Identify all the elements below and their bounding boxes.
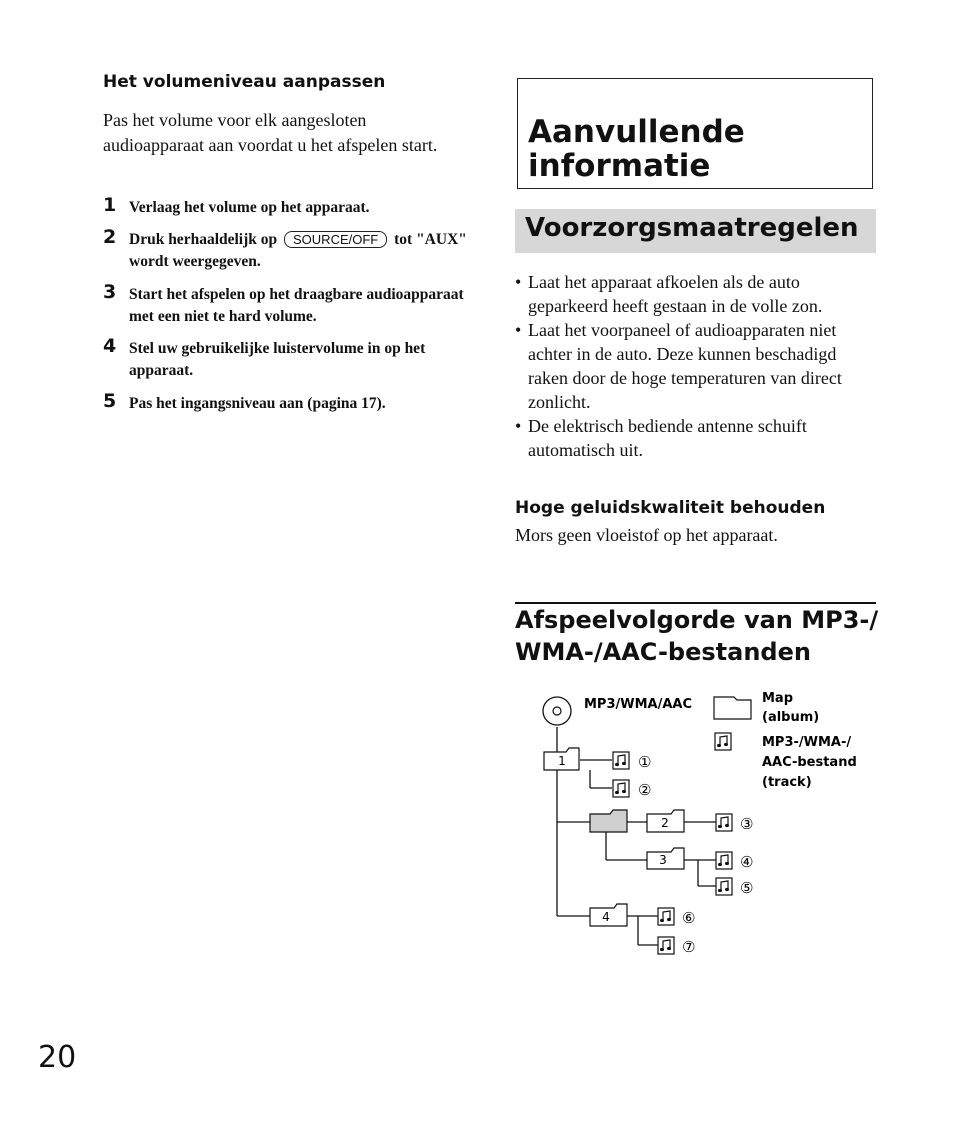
step-text: Pas het ingangsniveau aan (pagina 17). — [129, 395, 386, 412]
track-number-1: ① — [638, 753, 652, 771]
list-item: • De elektrisch bediende antenne schuift automatisch uit. — [515, 416, 807, 460]
step-text: Verlaag het volume op het apparaat. — [129, 199, 370, 216]
svg-text:2: 2 — [661, 816, 669, 830]
track-icon-5 — [716, 878, 732, 895]
sound-quality-text: Mors geen vloeistof op het apparaat. — [515, 525, 778, 545]
subheading-sound-quality: Hoge geluidskwaliteit behouden — [515, 498, 826, 518]
track-number-4: ④ — [740, 853, 754, 871]
disc-label: MP3/WMA/AAC — [584, 697, 693, 712]
playback-order-title: Afspeelvolgorde van MP3-/ WMA-/AAC-bestanden — [515, 606, 879, 666]
svg-text:1: 1 — [558, 754, 566, 768]
legend-track-line3: (track) — [762, 775, 812, 790]
track-number-2: ② — [638, 781, 652, 799]
track-icon-3 — [716, 814, 732, 831]
legend-album-line2: (album) — [762, 710, 820, 725]
page-number: 20 — [38, 1040, 77, 1075]
step-text-pre: Druk herhaaldelijk op — [129, 231, 278, 248]
track-number-6: ⑥ — [682, 909, 696, 927]
svg-text:3: 3 — [659, 853, 667, 867]
track-icon-7 — [658, 937, 674, 954]
section-heading-volume: Het volumeniveau aanpassen — [103, 72, 386, 92]
track-icon-4 — [716, 852, 732, 869]
folder-2 — [647, 810, 684, 832]
step-number: 2 — [103, 226, 117, 248]
folder-4 — [590, 904, 627, 926]
step-number: 3 — [103, 281, 117, 303]
section-title: Voorzorgsmaatregelen — [525, 213, 859, 243]
music-note-icon — [715, 733, 731, 750]
track-icon-6 — [658, 908, 674, 925]
folder-icon — [714, 697, 751, 719]
list-item: • Laat het voorpaneel of audioapparaten niet achter in de auto. Deze kunnen beschadigd raken door de hoge temperaturen van direct zonlicht. — [515, 320, 842, 412]
step-number: 1 — [103, 194, 117, 216]
track-number-7: ⑦ — [682, 938, 696, 956]
step-text-post: tot "AUX" wordt weergegeven. — [129, 231, 467, 270]
svg-text:4: 4 — [602, 910, 610, 924]
list-item: • Laat het apparaat afkoelen als de auto geparkeerd heeft gestaan in de volle zon. — [515, 272, 823, 316]
source-off-button-label: SOURCE/OFF — [284, 231, 387, 248]
step-text: Start het afspelen op het draagbare audioapparaat met een niet te hard volume. — [129, 286, 464, 325]
track-icon-2 — [613, 780, 629, 797]
track-icon-1 — [613, 752, 629, 769]
step-number: 5 — [103, 390, 117, 412]
intro-paragraph: Pas het volume voor elk aangesloten audioapparaat aan voordat u het afspelen start. — [103, 110, 438, 155]
legend-track-line1: MP3-/WMA-/ — [762, 735, 852, 750]
track-number-5: ⑤ — [740, 879, 754, 897]
legend-track-line2: AAC-bestand — [762, 755, 857, 770]
chapter-title: Aanvullende informatie — [528, 114, 745, 184]
disc-icon — [543, 697, 571, 725]
legend-album-line1: Map — [762, 691, 794, 706]
folder-root-highlighted — [590, 810, 627, 832]
folder-3 — [647, 848, 684, 869]
track-number-3: ③ — [740, 815, 754, 833]
step-text: Stel uw gebruikelijke luistervolume in op het apparaat. — [129, 340, 426, 379]
step-number: 4 — [103, 335, 117, 357]
folder-1 — [544, 748, 579, 770]
